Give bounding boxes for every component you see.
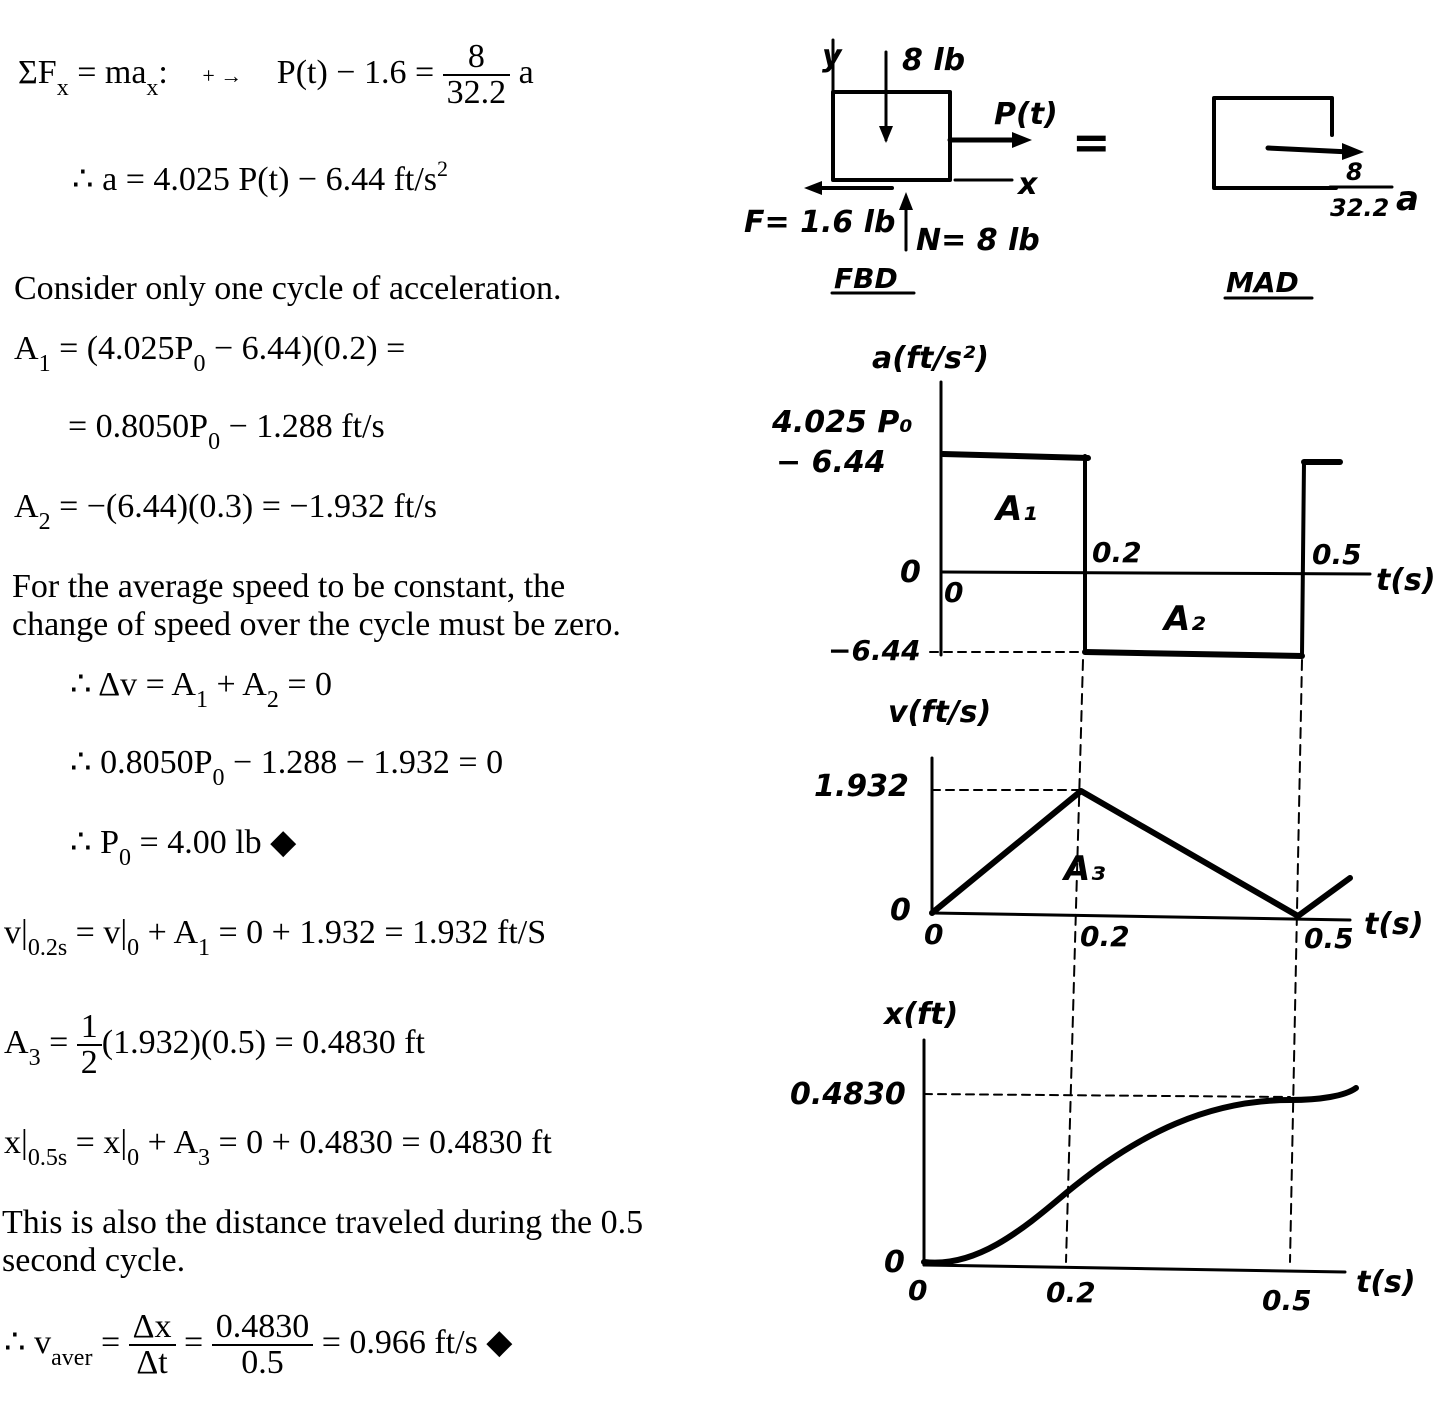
a-xlabel: t(s) — [1376, 563, 1436, 598]
x-zero-label: 0 — [884, 1245, 905, 1280]
para-one-cycle: Consider only one cycle of acceleration. — [14, 270, 562, 307]
eq-average-velocity: ∴ $v_{aver}$ = $\frac{\Delta x}{\Delta t}$ = $\frac{0.4830}{0.5}$ = 0.966 ft/s ◆ — [4, 1308, 513, 1381]
a-neg-label: −6.44 — [828, 634, 921, 667]
v-curve — [932, 791, 1350, 916]
v-origin-label: 0 — [924, 918, 944, 951]
mad-denominator: 32.2 — [1330, 194, 1390, 222]
sign-convention: + → — [202, 62, 243, 88]
x-origin-label: 0 — [908, 1274, 928, 1307]
fbd-weight-label: 8 lb — [902, 43, 966, 78]
a-graph-ylabel: a(ft/s²) — [872, 341, 990, 376]
a-zero-label: 0 — [900, 555, 921, 590]
para-distance: This is also the distance traveled during the 0.5 second cycle. — [2, 1204, 644, 1279]
eq-area-a2: $A_2 = -(6.44)(0.3) = -1.932$ ft/s — [14, 488, 437, 535]
mass-acceleration-diagram — [1214, 98, 1392, 188]
fbd-normal-label: N= 8 lb — [916, 223, 1040, 258]
fbd-x-label: x — [1018, 167, 1038, 202]
fbd-caption: FBD — [834, 262, 898, 295]
mad-numerator: 8 — [1346, 158, 1363, 186]
eq-position-05: $x|_{0.5s} = x|_0 + A_3 = 0 + 0.4830 = 0.4830$ ft — [4, 1124, 552, 1171]
a-origin-label: 0 — [944, 576, 964, 609]
para-average-speed: For the average speed to be constant, the change of speed over the cycle must be zero. — [12, 568, 621, 643]
guide-t05 — [1290, 660, 1302, 1262]
dx-dt-fraction: $\frac{\Delta x}{\Delta t}$ — [129, 1310, 176, 1380]
x-xlabel: t(s) — [1356, 1265, 1416, 1300]
a-positive-segment — [943, 454, 1088, 458]
area-a2-label: A₂ — [1164, 599, 1206, 639]
eq-area-a1-result: = $0.8050P_0 - 1.288$ ft/s — [68, 408, 385, 455]
eq-sum-forces: $\Sigma F_x = ma_x$: + → P(t) − 1.6 = $\frac{8}{32.2}$ a — [18, 38, 534, 111]
velocity-graph — [932, 758, 1350, 920]
x-t1-label: 0.2 — [1046, 1276, 1096, 1309]
mass-fraction: $\frac{8}{32.2}$ — [443, 40, 511, 110]
v-peak-label: 1.932 — [814, 769, 909, 804]
v-zero-label: 0 — [890, 893, 911, 928]
a-top-label-1: 4.025 P₀ — [772, 405, 913, 440]
v-graph-ylabel: v(ft/s) — [888, 695, 992, 730]
v-t1-label: 0.2 — [1080, 920, 1130, 953]
numeric-fraction: $\frac{0.4830}{0.5}$ — [212, 1310, 314, 1380]
fbd-force-label: P(t) — [994, 97, 1058, 132]
x-t2-label: 0.5 — [1262, 1284, 1312, 1317]
v-xlabel: t(s) — [1364, 907, 1424, 942]
x-final-label: 0.4830 — [790, 1077, 906, 1112]
ma-arrow — [1268, 148, 1350, 152]
area-a3-label: A₃ — [1064, 849, 1106, 889]
eq-velocity-02: $v|_{0.2s} = v|_0 + A_1 = 0 + 1.932 = 1.932$ ft/S — [4, 914, 547, 961]
mad-caption: MAD — [1226, 266, 1299, 299]
area-a1-label: A₁ — [996, 489, 1038, 529]
eq-acceleration: ∴ a = 4.025 P(t) − 6.44 $ft/s^2$ — [72, 156, 449, 198]
a-t2-label: 0.5 — [1312, 538, 1362, 571]
a-t1-label: 0.2 — [1092, 536, 1142, 569]
eq-area-a3: $A_3$ = $\frac{1}{2}$ (1.932)(0.5) = 0.4830 ft — [4, 1008, 425, 1081]
v-t2-label: 0.5 — [1304, 922, 1354, 955]
fbd-y-label: y — [822, 39, 842, 74]
fbd-equals: = — [1072, 115, 1111, 169]
eq-solve-p0: ∴ $0.8050P_0 - 1.288 - 1.932 = 0$ — [70, 744, 504, 791]
mad-a: a — [1396, 179, 1419, 219]
eq-area-a1: $A_1 = (4.025P_0 - 6.44)(0.2)$ = — [14, 330, 406, 377]
eq-delta-v: ∴ $\Delta v = A_1 + A_2 = 0$ — [70, 666, 333, 713]
guide-t02 — [1066, 660, 1083, 1262]
fbd-block — [833, 92, 950, 180]
x-graph-ylabel: x(ft) — [884, 997, 959, 1032]
fbd-friction-label: F= 1.6 lb — [744, 205, 896, 240]
a-negative-segment — [1085, 652, 1302, 656]
half-fraction: $\frac{1}{2}$ — [77, 1010, 102, 1080]
eq-p0-result: ∴ $P_0 = 4.00$ lb ◆ — [70, 824, 297, 871]
a-top-label-2: − 6.44 — [776, 445, 886, 480]
